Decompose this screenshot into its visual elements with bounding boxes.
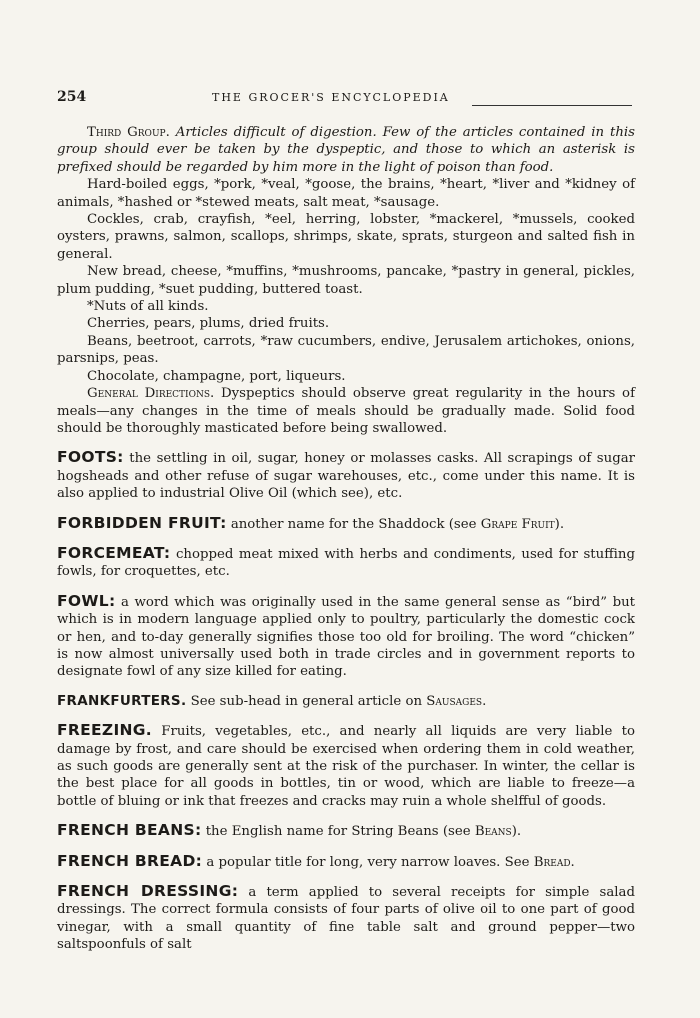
list-item: *Nuts of all kinds.: [87, 299, 209, 315]
entry-text: the English name for String Beans (see: [205, 824, 471, 840]
entry-text: a word which was originally used in the same general sense as “bird” but which is in modern language applied only to poultry, particularly the domestic cock or hen, and to-day generally signifies those too old for broiling. The word “chicken” is now almost universally used both in trade circles and in government reports to designate fowl of any size killed for eating.: [57, 594, 635, 680]
entry-tail: .: [482, 693, 487, 709]
running-header: [57, 89, 637, 109]
list-item: New bread, cheese, *muffins, *mushrooms, pancake, *pastry in general, pickles, plum pudding, *suet pudding, buttered toast.: [57, 264, 635, 297]
page-body: [57, 124, 635, 954]
entry-tail: .: [570, 854, 575, 870]
entry-text: the settling in oil, sugar, honey or molasses casks. All scrapings of sugar hogsheads and other refuse of sugar warehouses, etc., come under this name. It is also applied to industrial Olive Oil (which see), etc.: [57, 451, 635, 502]
entry-foots: [57, 449, 635, 502]
entry-tail: ).: [511, 824, 522, 840]
general-directions: [57, 385, 635, 437]
general-directions-label: General Directions.: [87, 386, 215, 402]
entry-head: FRENCH BREAD:: [57, 851, 203, 870]
entry-head: FRANKFURTERS.: [57, 692, 187, 709]
entry-frankfurters: [57, 693, 635, 710]
entry-text: a popular title for long, very narrow loaves. See: [206, 854, 530, 870]
list-item: Chocolate, champagne, port, liqueurs.: [87, 368, 346, 384]
list-item: Cherries, pears, plums, dried fruits.: [87, 316, 330, 332]
list-item: Hard-boiled eggs, *pork, *veal, *goose, the brains, *heart, *liver and *kidney of animals, *hashed or *stewed meats, salt meat, *sausage.: [57, 177, 635, 210]
cross-reference: Bread: [533, 854, 571, 870]
entry-freezing: [57, 722, 635, 810]
list-item: Cockles, crab, crayfish, *eel, herring, lobster, *mackerel, *mussels, cooked oysters, prawns, salmon, scallops, shrimps, skate, sprats, sturgeon and salted fish in general.: [57, 212, 635, 262]
page-number: 254: [57, 89, 87, 105]
cross-reference: Beans: [474, 824, 512, 840]
entry-fowl: [57, 593, 635, 681]
entry-head: FOOTS:: [57, 448, 124, 467]
entry-forcemeat: [57, 545, 635, 581]
entry-head: FORBIDDEN FRUIT:: [57, 513, 227, 532]
entry-forbidden-fruit: [57, 515, 635, 533]
entry-text: chopped meat mixed with herbs and condiments, used for stuffing fowls, for croquettes, etc.: [57, 546, 635, 580]
entry-text: another name for the Shaddock (see: [230, 516, 477, 532]
header-rule: [472, 105, 632, 106]
third-group-intro: [57, 124, 635, 176]
entry-head: FORCEMEAT:: [57, 543, 171, 562]
cross-reference: Grape Fruit: [480, 516, 555, 532]
entry-head: FREEZING.: [57, 721, 152, 740]
entry-head: FRENCH BEANS:: [57, 821, 202, 840]
entry-french-dressing: [57, 883, 635, 954]
list-item: Beans, beetroot, carrots, *raw cucumbers, endive, Jerusalem artichokes, onions, parsnips, peas.: [57, 333, 635, 367]
entry-text: Fruits, vegetables, etc., and nearly all liquids are very liable to damage by frost, and care should be exercised when ordering them in cold weather, as such goods are generally sent at the risk of the purchaser. In winter, the cellar is the best place for all goods in bottles, tin or wood, which are liable to freeze—a bottle of bluing or ink that freezes and cracks may ruin a whole shelfful of goods.: [57, 724, 635, 809]
running-title: THE GROCER'S ENCYCLOPEDIA: [212, 91, 450, 104]
entry-head: FOWL:: [57, 591, 116, 610]
general-directions-text: Dyspeptics should observe great regularity in the hours of meals—any changes in the time of meals should be gradually made. Solid food should be thoroughly masticated before being swallowed.: [57, 386, 635, 436]
entry-french-beans: [57, 822, 635, 840]
third-group-heading: Third Group.: [87, 125, 170, 140]
entry-head: FRENCH DRESSING:: [57, 882, 239, 901]
entry-text: See sub-head in general article on: [190, 693, 423, 709]
cross-reference: Sausages: [426, 693, 483, 709]
entry-tail: ).: [554, 516, 565, 532]
entry-text: a term applied to several receipts for simple salad dressings. The correct formula consists of four parts of olive oil to one part of good vinegar, with a small quantity of fine table salt and ground pepper—two saltspoonfuls of salt: [57, 885, 635, 953]
third-group-intro-text: Articles difficult of digestion. Few of the articles contained in this group should ever be taken by the dyspeptic, and those to which an asterisk is prefixed should be regarded by him more in the light of poison than food.: [57, 125, 635, 175]
entry-french-bread: [57, 853, 635, 871]
